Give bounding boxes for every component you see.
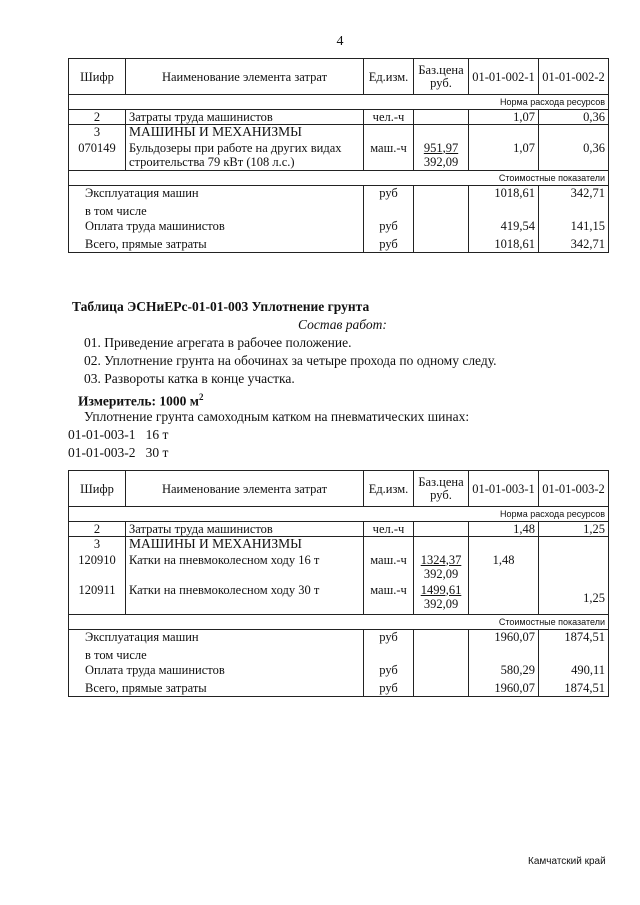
norm-table-2 xyxy=(68,470,609,697)
machine2b-v1 xyxy=(469,583,539,615)
page-number: 4 xyxy=(336,34,344,49)
labor-name: Затраты труда машинистов xyxy=(126,110,364,125)
labor2-unit: чел.-ч xyxy=(364,522,414,537)
variant-2-value: 30 т xyxy=(145,445,169,460)
pay-v1: 419,54 xyxy=(469,219,539,237)
machine2a-v2 xyxy=(539,553,609,583)
labor2-v1: 1,48 xyxy=(469,522,539,537)
header-name: Наименование элемента затрат xyxy=(126,59,364,95)
exploit-v1: 1018,61 xyxy=(469,186,539,204)
machine2a-code: 120910 xyxy=(69,553,126,583)
machine2b-unit: маш.-ч xyxy=(364,583,414,615)
machine1-v1: 1,07 xyxy=(469,141,539,171)
labor2-name: Затраты труда машинистов xyxy=(126,522,364,537)
machine2b-price-main: 1499,61 xyxy=(420,582,462,597)
variant-1-value: 16 т xyxy=(145,427,169,442)
machine2b-name: Катки на пневмоколесном ходу 30 т xyxy=(126,583,364,615)
incl2-label: в том числе xyxy=(69,648,364,663)
machine2a-name: Катки на пневмоколесном ходу 16 т xyxy=(126,553,364,583)
header-base-price: Баз.цена руб. xyxy=(414,59,469,95)
total2-v1: 1960,07 xyxy=(469,681,539,697)
exploit2-unit: руб xyxy=(364,630,414,648)
pay-name: Оплата труда машинистов xyxy=(69,219,364,237)
labor-v2: 0,36 xyxy=(539,110,609,125)
machine1-code: 070149 xyxy=(69,141,126,171)
section-norm-label: Норма расхода ресурсов xyxy=(69,95,609,110)
section2-cost-label: Стоимостные показатели xyxy=(69,615,609,630)
machines2-head-name: МАШИНЫ И МЕХАНИЗМЫ xyxy=(126,537,364,553)
composition-title: Состав работ: xyxy=(298,317,387,332)
labor2-v2: 1,25 xyxy=(539,522,609,537)
pay2-v2: 490,11 xyxy=(539,663,609,681)
machine2b-v2: 1,25 xyxy=(539,583,609,615)
machine1-price-main: 951,97 xyxy=(423,140,459,155)
norm-table-1 xyxy=(68,58,609,253)
exploit2-v2: 1874,51 xyxy=(539,630,609,648)
variant-2 xyxy=(68,444,168,462)
header2-code: Шифр xyxy=(69,471,126,507)
total2-v2: 1874,51 xyxy=(539,681,609,697)
machine2a-price-sub: 392,09 xyxy=(423,566,459,581)
variant-1 xyxy=(68,426,168,444)
pay2-v1: 580,29 xyxy=(469,663,539,681)
machine2a-v1: 1,48 xyxy=(469,553,539,583)
exploit2-v1: 1960,07 xyxy=(469,630,539,648)
total2-name: Всего, прямые затраты xyxy=(69,681,364,697)
header-col2: 01-01-002-2 xyxy=(539,59,609,95)
labor-code: 2 xyxy=(69,110,126,125)
machine1-v2: 0,36 xyxy=(539,141,609,171)
machine2a-price xyxy=(414,553,469,583)
machine2b-price-sub: 392,09 xyxy=(423,596,459,611)
incl-label: в том числе xyxy=(69,204,364,219)
footer-region: Камчатский край xyxy=(528,856,606,867)
labor-unit: чел.-ч xyxy=(364,110,414,125)
total-unit: руб xyxy=(364,237,414,253)
header2-name: Наименование элемента затрат xyxy=(126,471,364,507)
exploit-name: Эксплуатация машин xyxy=(69,186,364,204)
header-col1: 01-01-002-1 xyxy=(469,59,539,95)
meter-sup: 2 xyxy=(199,392,204,402)
work-item-1: 01. Приведение агрегата в рабочее положение. xyxy=(84,335,352,350)
machine1-price-sub: 392,09 xyxy=(423,154,459,169)
variant-1-code: 01-01-003-1 xyxy=(68,427,136,442)
machines-head-name: МАШИНЫ И МЕХАНИЗМЫ xyxy=(126,125,364,141)
meter-text: Измеритель: 1000 м xyxy=(78,393,199,409)
machines-head-code: 3 xyxy=(69,125,126,141)
pay2-unit: руб xyxy=(364,663,414,681)
labor-v1: 1,07 xyxy=(469,110,539,125)
pay-v2: 141,15 xyxy=(539,219,609,237)
header2-col1: 01-01-003-1 xyxy=(469,471,539,507)
machines2-head-code: 3 xyxy=(69,537,126,553)
section-title: Таблица ЭСНиЕРс-01-01-003 Уплотнение грунта xyxy=(72,299,370,314)
header2-col2: 01-01-003-2 xyxy=(539,471,609,507)
pay-unit: руб xyxy=(364,219,414,237)
machine2b-price xyxy=(414,583,469,615)
machine1-unit: маш.-ч xyxy=(364,141,414,171)
exploit2-name: Эксплуатация машин xyxy=(69,630,364,648)
exploit-unit: руб xyxy=(364,186,414,204)
total-v2: 342,71 xyxy=(539,237,609,253)
work-item-2: 02. Уплотнение грунта на обочинах за четыре прохода по одному следу. xyxy=(84,353,497,368)
machine2b-code: 120911 xyxy=(69,583,126,615)
total-name: Всего, прямые затраты xyxy=(69,237,364,253)
machine2a-unit: маш.-ч xyxy=(364,553,414,583)
total-v1: 1018,61 xyxy=(469,237,539,253)
header-unit: Ед.изм. xyxy=(364,59,414,95)
machine1-price xyxy=(414,141,469,171)
work-item-3: 03. Развороты катка в конце участка. xyxy=(84,371,295,386)
machine1-name: Бульдозеры при работе на других видах строительства 79 кВт (108 л.с.) xyxy=(126,141,364,171)
pay2-name: Оплата труда машинистов xyxy=(69,663,364,681)
variant-2-code: 01-01-003-2 xyxy=(68,445,136,460)
labor2-code: 2 xyxy=(69,522,126,537)
header-code: Шифр xyxy=(69,59,126,95)
section2-norm-label: Норма расхода ресурсов xyxy=(69,507,609,522)
section-cost-label: Стоимостные показатели xyxy=(69,171,609,186)
machine2a-price-main: 1324,37 xyxy=(420,552,462,567)
exploit-v2: 342,71 xyxy=(539,186,609,204)
total2-unit: руб xyxy=(364,681,414,697)
header2-base-price: Баз.цена руб. xyxy=(414,471,469,507)
header2-unit: Ед.изм. xyxy=(364,471,414,507)
description: Уплотнение грунта самоходным катком на пневматических шинах: xyxy=(84,409,470,424)
